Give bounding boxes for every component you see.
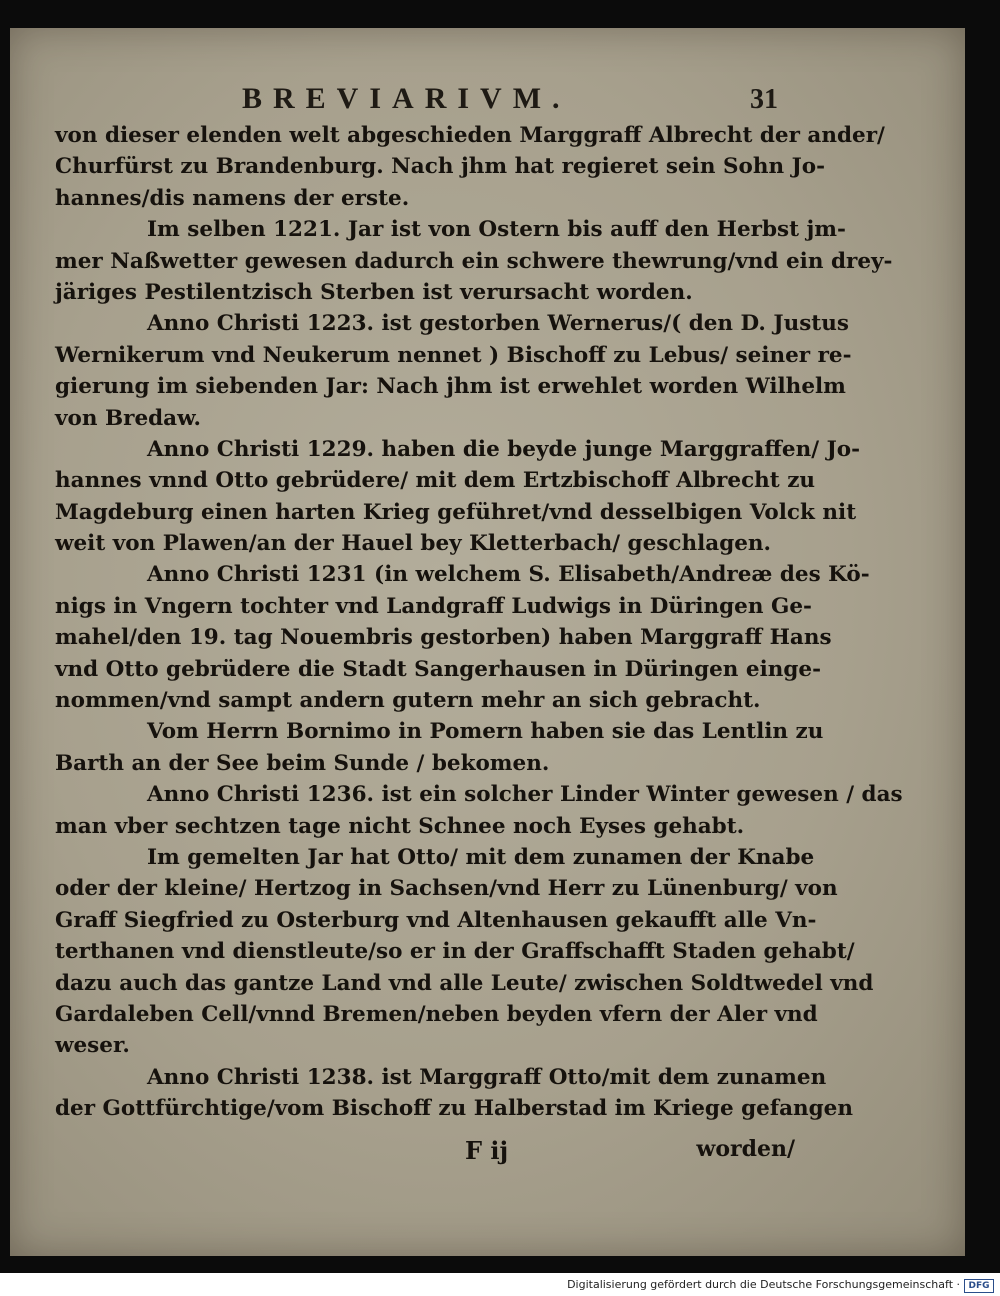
- text-line: hannes vnnd Otto gebrüdere/ mit dem Ertzbischoff Albrecht zu: [55, 468, 816, 494]
- text-line: terthanen vnd dienstleute/so er in der Graffschafft Staden gehabt/: [55, 939, 855, 965]
- page-footer: [55, 1136, 795, 1170]
- text-line: vnd Otto gebrüdere die Stadt Sangerhausen in Düringen einge-: [55, 656, 822, 682]
- paragraph-start: Im gemelten Jar hat Otto/ mit dem zunamen der Knabe: [147, 844, 815, 870]
- text-line: Graff Siegfried zu Osterburg vnd Altenhausen gekaufft alle Vn-: [55, 907, 817, 933]
- text-line: weit von Plawen/an der Hauel bey Kletterbach/ geschlagen.: [55, 531, 772, 557]
- text-line: oder der kleine/ Hertzog in Sachsen/vnd Herr zu Lünenburg/ von: [55, 876, 838, 902]
- text-line: Barth an der See beim Sunde / bekomen.: [55, 750, 550, 776]
- signature-mark: F ij: [465, 1136, 509, 1165]
- page-number: 31: [750, 84, 778, 115]
- text-line: nommen/vnd sampt andern gutern mehr an sich gebracht.: [55, 688, 761, 714]
- text-line: von dieser elenden welt abgeschieden Marggraff Albrecht der ander/: [55, 123, 885, 148]
- text-line: mahel/den 19. tag Nouembris gestorben) haben Marggraff Hans: [55, 625, 832, 651]
- text-line: Wernikerum vnd Neukerum nennet ) Bischoff zu Lebus/ seiner re-: [55, 342, 852, 368]
- text-line: Gardaleben Cell/vnnd Bremen/neben beyden vfern der Aler vnd: [55, 1001, 818, 1027]
- text-line: man vber sechtzen tage nicht Schnee noch Eyses gehabt.: [55, 813, 745, 839]
- paragraph-start: Anno Christi 1223. ist gestorben Wernerus/( den D. Justus: [147, 311, 849, 337]
- book-page: [10, 28, 965, 1256]
- text-line: nigs in Vngern tochter vnd Landgraff Ludwigs in Düringen Ge-: [55, 593, 812, 619]
- credit-text: Digitalisierung gefördert durch die Deutsche Forschungsgemeinschaft ·: [567, 1278, 960, 1291]
- paragraph-start: Im selben 1221. Jar ist von Ostern bis auff den Herbst jm-: [147, 217, 846, 243]
- paragraph-start: Anno Christi 1231 (in welchem S. Elisabeth/Andreæ des Kö-: [147, 562, 870, 588]
- text-line: weser.: [55, 1033, 130, 1059]
- body-text: [55, 120, 903, 1125]
- paragraph-start: Anno Christi 1238. ist Marggraff Otto/mit dem zunamen: [147, 1064, 827, 1090]
- text-line: mer Naßwetter gewesen dadurch ein schwere thewrung/vnd ein drey-: [55, 248, 893, 274]
- text-line: von Bredaw.: [55, 405, 201, 431]
- running-head: [160, 80, 810, 120]
- running-title: BREVIARIVM.: [242, 82, 571, 115]
- paragraph-start: Vom Herrn Bornimo in Pomern haben sie das Lentlin zu: [147, 719, 824, 745]
- text-line: Churfürst zu Brandenburg. Nach jhm hat regieret sein Sohn Jo-: [55, 154, 826, 180]
- text-line: järiges Pestilentzisch Sterben ist verursacht worden.: [55, 279, 693, 305]
- text-line: hannes/dis namens der erste.: [55, 185, 410, 211]
- dfg-logo: DFG: [964, 1279, 994, 1293]
- text-line: Magdeburg einen harten Krieg geführet/vnd desselbigen Volck nit: [55, 499, 857, 525]
- catchword: worden/: [696, 1136, 795, 1162]
- text-line: dazu auch das gantze Land vnd alle Leute/ zwischen Soldtwedel vnd: [55, 970, 874, 996]
- paragraph-start: Anno Christi 1229. haben die beyde junge Marggraffen/ Jo-: [147, 436, 861, 462]
- text-line: der Gottfürchtige/vom Bischoff zu Halberstad im Kriege gefangen: [55, 1096, 853, 1122]
- text-line: gierung im siebenden Jar: Nach jhm ist erwehlet worden Wilhelm: [55, 374, 846, 400]
- paragraph-start: Anno Christi 1236. ist ein solcher Linder Winter gewesen / das: [147, 782, 903, 808]
- credit-bar: [0, 1276, 1000, 1296]
